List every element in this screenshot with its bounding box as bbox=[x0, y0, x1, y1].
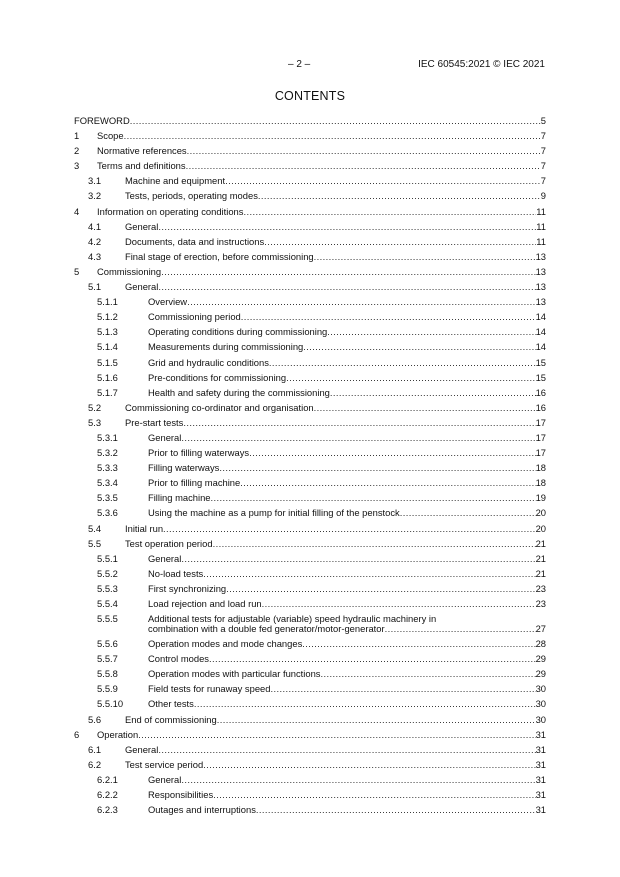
toc-entry[interactable] bbox=[74, 415, 546, 430]
dot-leader bbox=[183, 415, 535, 430]
toc-section-number: 5.5.10 bbox=[97, 698, 124, 710]
toc-page-number: 16 bbox=[535, 401, 546, 413]
toc-page-number: 23 bbox=[535, 598, 546, 609]
toc-entry[interactable] bbox=[74, 249, 546, 264]
dot-leader bbox=[240, 475, 535, 490]
dot-leader bbox=[187, 294, 535, 309]
toc-page-number: 7 bbox=[540, 175, 546, 187]
dot-leader bbox=[269, 355, 536, 370]
toc-section-number: 5.1.7 bbox=[97, 386, 118, 398]
toc-entry-title: Other tests bbox=[148, 698, 194, 710]
dot-leader bbox=[264, 234, 536, 249]
toc-page-number: 30 bbox=[535, 698, 546, 710]
toc-entry[interactable] bbox=[74, 173, 546, 188]
dot-leader bbox=[249, 445, 535, 460]
toc-page-number: 19 bbox=[535, 492, 546, 504]
toc-entry[interactable] bbox=[74, 611, 546, 636]
toc-entry-title: Load rejection and load run bbox=[148, 598, 262, 609]
toc-section-number: 5.5 bbox=[88, 537, 102, 549]
toc-entry[interactable] bbox=[74, 143, 546, 158]
toc-entry-title: General bbox=[148, 773, 182, 785]
toc-entry-title: Filling waterways bbox=[148, 462, 220, 474]
toc-section-number: 4.2 bbox=[88, 235, 102, 247]
toc-page-number: 30 bbox=[535, 683, 546, 695]
toc-page-number: 27 bbox=[535, 623, 546, 635]
toc-section-number: 4.1 bbox=[88, 220, 102, 232]
dot-leader bbox=[158, 219, 536, 234]
toc-page-number: 31 bbox=[535, 743, 546, 755]
toc-section-number: 5.5.6 bbox=[97, 638, 118, 650]
toc-entry-title: Scope bbox=[97, 130, 124, 142]
toc-page-number: 13 bbox=[535, 250, 546, 262]
toc-entry[interactable] bbox=[74, 787, 546, 802]
toc-section-number: 3.1 bbox=[88, 175, 102, 187]
toc-entry-title: Commissioning co-ordinator and organisation bbox=[125, 401, 314, 413]
toc-entry-title: Documents, data and instructions bbox=[125, 235, 265, 247]
toc-section-number: 5.1.2 bbox=[97, 311, 118, 323]
toc-entry[interactable] bbox=[74, 490, 546, 505]
toc-entry-title: Control modes bbox=[148, 653, 209, 665]
toc-entry[interactable] bbox=[74, 219, 546, 234]
dot-leader bbox=[211, 490, 536, 505]
table-of-contents bbox=[74, 113, 546, 817]
toc-entry-title: General bbox=[125, 743, 159, 755]
toc-entry[interactable] bbox=[74, 536, 546, 551]
toc-section-number: 5.1.4 bbox=[97, 341, 118, 353]
toc-section-number: 5.4 bbox=[88, 522, 102, 534]
toc-entry-title: Prior to filling waterways bbox=[148, 447, 250, 459]
toc-entry-title: Pre-start tests bbox=[125, 416, 184, 428]
dot-leader bbox=[217, 712, 536, 727]
toc-page-number: 21 bbox=[535, 567, 546, 579]
toc-section-number: 5.3.6 bbox=[97, 507, 118, 519]
toc-entry-title: Terms and definitions bbox=[97, 160, 186, 172]
toc-entry[interactable] bbox=[74, 264, 546, 279]
dot-leader bbox=[161, 264, 535, 279]
toc-entry[interactable] bbox=[74, 757, 546, 772]
toc-page-number: 18 bbox=[535, 462, 546, 474]
toc-entry[interactable] bbox=[74, 802, 546, 817]
toc-page-number: 5 bbox=[540, 115, 546, 126]
dot-leader bbox=[203, 757, 535, 772]
toc-entry[interactable] bbox=[74, 712, 546, 727]
toc-entry-title: Outages and interruptions bbox=[148, 804, 256, 816]
toc-page-number: 15 bbox=[535, 356, 546, 368]
toc-section-number: 5 bbox=[74, 265, 80, 277]
toc-section-number: 4.3 bbox=[88, 250, 102, 262]
toc-entry[interactable] bbox=[74, 521, 546, 536]
toc-entry-title: Machine and equipment bbox=[125, 175, 226, 187]
toc-entry[interactable] bbox=[74, 355, 546, 370]
toc-page-number: 7 bbox=[540, 160, 546, 172]
toc-section-number: 5.3.4 bbox=[97, 477, 118, 489]
toc-entry[interactable] bbox=[74, 551, 546, 566]
toc-entry-title: General bbox=[125, 281, 159, 293]
toc-entry-title: Grid and hydraulic conditions bbox=[148, 356, 269, 368]
toc-entry-title: Normative references bbox=[97, 145, 187, 157]
toc-page-number: 31 bbox=[535, 804, 546, 816]
dot-leader bbox=[330, 385, 536, 400]
toc-section-number: 5.3 bbox=[88, 416, 102, 428]
dot-leader bbox=[262, 596, 536, 611]
toc-page-number: 11 bbox=[536, 205, 546, 217]
toc-section-number: 1 bbox=[74, 130, 80, 142]
dot-leader bbox=[158, 279, 535, 294]
toc-page-number: 23 bbox=[535, 582, 546, 594]
toc-page-number: 11 bbox=[536, 235, 546, 247]
toc-section-number: 3 bbox=[74, 160, 80, 172]
toc-entry-title: Operation modes and mode changes bbox=[148, 638, 303, 650]
toc-entry-title: General bbox=[148, 431, 182, 443]
toc-section-number: 5.5.8 bbox=[97, 668, 118, 680]
toc-entry-title: End of commissioning bbox=[125, 713, 217, 725]
toc-entry[interactable] bbox=[74, 445, 546, 460]
toc-entry[interactable] bbox=[74, 385, 546, 400]
dot-leader bbox=[241, 309, 536, 324]
toc-entry[interactable] bbox=[74, 324, 546, 339]
toc-entry[interactable] bbox=[74, 370, 546, 385]
toc-entry-title-line1: Additional tests for adjustable (variable) speed hydraulic machinery in bbox=[148, 613, 437, 625]
toc-entry-title: combination with a double fed generator/motor-generator bbox=[148, 623, 385, 635]
toc-section-number: 5.3.5 bbox=[97, 492, 118, 504]
toc-entry-title: Commissioning bbox=[97, 265, 162, 277]
toc-entry-title: Measurements during commissioning bbox=[148, 341, 304, 353]
toc-page-number: 13 bbox=[535, 281, 546, 293]
toc-page-number: 9 bbox=[540, 190, 546, 202]
toc-section-number: 6 bbox=[74, 728, 80, 740]
toc-page-number: 20 bbox=[535, 522, 546, 534]
dot-leader bbox=[303, 339, 535, 354]
toc-section-number: 5.5.4 bbox=[97, 598, 118, 609]
dot-leader bbox=[385, 621, 536, 636]
toc-entry[interactable] bbox=[74, 279, 546, 294]
toc-entry-title: Prior to filling machine bbox=[148, 477, 241, 489]
toc-page-number: 31 bbox=[535, 728, 546, 740]
toc-page-number: 13 bbox=[535, 296, 546, 308]
toc-entry[interactable] bbox=[74, 128, 546, 143]
toc-entry-title: Pre-conditions for commissioning bbox=[148, 371, 287, 383]
toc-page-number: 17 bbox=[535, 447, 546, 459]
toc-section-number: 3.2 bbox=[88, 190, 102, 202]
toc-section-number: 5.5.3 bbox=[97, 582, 118, 594]
page-title: CONTENTS bbox=[274, 89, 346, 103]
dot-leader bbox=[130, 113, 541, 128]
toc-section-number: 6.2.1 bbox=[97, 773, 118, 785]
toc-page-number: 29 bbox=[535, 668, 546, 680]
toc-page-number: 21 bbox=[535, 537, 546, 549]
toc-section-number: 6.2 bbox=[88, 758, 102, 770]
dot-leader bbox=[320, 666, 535, 681]
toc-page-number: 17 bbox=[535, 416, 546, 428]
toc-section-number: 6.2.2 bbox=[97, 789, 118, 801]
toc-entry[interactable] bbox=[74, 681, 546, 696]
toc-section-number: 5.2 bbox=[88, 401, 102, 413]
toc-entry[interactable] bbox=[74, 113, 546, 128]
dot-leader bbox=[194, 696, 536, 711]
toc-entry[interactable] bbox=[74, 475, 546, 490]
toc-entry[interactable] bbox=[74, 727, 546, 742]
toc-entry[interactable] bbox=[74, 460, 546, 475]
toc-page-number: 14 bbox=[535, 311, 546, 323]
toc-page-number: 18 bbox=[535, 477, 546, 489]
toc-entry[interactable] bbox=[74, 294, 546, 309]
toc-entry[interactable] bbox=[74, 772, 546, 787]
toc-entry[interactable] bbox=[74, 309, 546, 324]
toc-entry-title: General bbox=[148, 552, 182, 564]
dot-leader bbox=[181, 551, 535, 566]
toc-entry[interactable] bbox=[74, 505, 546, 520]
toc-page-number: 15 bbox=[535, 371, 546, 383]
toc-entry-title: Filling machine bbox=[148, 492, 211, 504]
toc-section-number: 5.3.3 bbox=[97, 462, 118, 474]
toc-entry-title: FOREWORD bbox=[74, 115, 130, 126]
dot-leader bbox=[400, 505, 536, 520]
dot-leader bbox=[163, 521, 536, 536]
toc-entry-title: Field tests for runaway speed bbox=[148, 683, 271, 695]
dot-leader bbox=[270, 681, 535, 696]
dot-leader bbox=[258, 188, 541, 203]
toc-entry-title: First synchronizing bbox=[148, 582, 227, 594]
toc-entry[interactable] bbox=[74, 234, 546, 249]
toc-section-number: 5.1.5 bbox=[97, 356, 118, 368]
toc-entry[interactable] bbox=[74, 158, 546, 173]
toc-section-number: 5.5.1 bbox=[97, 552, 118, 564]
toc-page-number: 17 bbox=[535, 431, 546, 443]
dot-leader bbox=[209, 651, 536, 666]
toc-section-number: 5.5.2 bbox=[97, 567, 118, 579]
toc-entry-title: Commissioning period bbox=[148, 311, 241, 323]
toc-page-number: 7 bbox=[540, 145, 546, 157]
toc-entry-title: Tests, periods, operating modes bbox=[125, 190, 258, 202]
toc-entry-title: No-load tests bbox=[148, 567, 204, 579]
toc-entry-title: Responsibilities bbox=[148, 789, 214, 801]
toc-entry[interactable] bbox=[74, 742, 546, 757]
toc-section-number: 5.1.6 bbox=[97, 371, 118, 383]
toc-entry-title: Operating conditions during commissioning bbox=[148, 326, 328, 338]
dot-leader bbox=[203, 566, 535, 581]
toc-page-number: 20 bbox=[535, 507, 546, 519]
toc-entry-title: Overview bbox=[148, 296, 188, 308]
toc-section-number: 4 bbox=[74, 205, 80, 217]
toc-entry[interactable] bbox=[74, 666, 546, 681]
page-number: – 2 – bbox=[288, 59, 311, 70]
toc-entry-title: Final stage of erection, before commissioning bbox=[125, 250, 314, 262]
toc-page-number: 14 bbox=[535, 326, 546, 338]
toc-page-number: 14 bbox=[535, 341, 546, 353]
toc-section-number: 5.5.7 bbox=[97, 653, 118, 665]
toc-section-number: 6.2.3 bbox=[97, 804, 118, 816]
toc-section-number: 5.3.1 bbox=[97, 431, 118, 443]
dot-leader bbox=[314, 249, 536, 264]
dot-leader bbox=[286, 370, 535, 385]
toc-entry-title: Using the machine as a pump for initial filling of the penstock bbox=[148, 507, 400, 519]
toc-entry[interactable] bbox=[74, 430, 546, 445]
toc-entry[interactable] bbox=[74, 696, 546, 711]
toc-section-number: 5.5.9 bbox=[97, 683, 118, 695]
dot-leader bbox=[256, 802, 536, 817]
toc-page-number: 21 bbox=[535, 552, 546, 564]
dot-leader bbox=[225, 173, 541, 188]
toc-entry-title: Information on operating conditions bbox=[97, 205, 244, 217]
toc-page-number: 31 bbox=[535, 789, 546, 801]
dot-leader bbox=[186, 158, 541, 173]
toc-section-number: 5.1 bbox=[88, 281, 102, 293]
dot-leader bbox=[302, 636, 535, 651]
toc-entry-title: Initial run bbox=[125, 522, 164, 534]
toc-entry[interactable] bbox=[74, 188, 546, 203]
toc-page-number: 28 bbox=[535, 638, 546, 650]
toc-section-number: 5.3.2 bbox=[97, 447, 118, 459]
dot-leader bbox=[187, 143, 541, 158]
toc-entry-title: General bbox=[125, 220, 159, 232]
toc-section-number: 5.5.5 bbox=[97, 613, 118, 625]
toc-page-number: 31 bbox=[535, 758, 546, 770]
document-identifier: IEC 60545:2021 © IEC 2021 bbox=[418, 59, 545, 70]
toc-entry-title: Operation modes with particular functions bbox=[148, 668, 321, 680]
dot-leader bbox=[158, 742, 535, 757]
toc-section-number: 2 bbox=[74, 145, 80, 157]
toc-entry[interactable] bbox=[74, 566, 546, 581]
dot-leader bbox=[314, 400, 536, 415]
dot-leader bbox=[327, 324, 535, 339]
dot-leader bbox=[213, 787, 535, 802]
toc-entry[interactable] bbox=[74, 204, 546, 219]
toc-section-number: 5.6 bbox=[88, 713, 102, 725]
toc-page-number: 29 bbox=[535, 653, 546, 665]
toc-entry[interactable] bbox=[74, 339, 546, 354]
toc-entry[interactable] bbox=[74, 636, 546, 651]
toc-entry[interactable] bbox=[74, 651, 546, 666]
toc-page-number: 11 bbox=[536, 220, 546, 232]
toc-section-number: 5.1.1 bbox=[97, 296, 118, 308]
toc-entry-title: Operation bbox=[97, 728, 139, 740]
toc-entry-title: Test operation period bbox=[125, 537, 213, 549]
toc-page-number: 31 bbox=[535, 773, 546, 785]
dot-leader bbox=[181, 430, 535, 445]
dot-leader bbox=[219, 460, 535, 475]
dot-leader bbox=[124, 128, 541, 143]
dot-leader bbox=[181, 772, 535, 787]
toc-page-number: 7 bbox=[540, 130, 546, 142]
toc-page-number: 30 bbox=[535, 713, 546, 725]
dot-leader bbox=[213, 536, 536, 551]
dot-leader bbox=[226, 581, 535, 596]
toc-page-number: 16 bbox=[535, 386, 546, 398]
toc-section-number: 6.1 bbox=[88, 743, 102, 755]
toc-section-number: 5.1.3 bbox=[97, 326, 118, 338]
toc-entry-title: Test service period bbox=[125, 758, 204, 770]
dot-leader bbox=[243, 204, 536, 219]
toc-entry-title: Health and safety during the commissioning bbox=[148, 386, 330, 398]
toc-entry[interactable] bbox=[74, 581, 546, 596]
toc-page-number: 13 bbox=[535, 265, 546, 277]
dot-leader bbox=[138, 727, 535, 742]
toc-entry[interactable] bbox=[74, 596, 546, 611]
toc-entry[interactable] bbox=[74, 400, 546, 415]
